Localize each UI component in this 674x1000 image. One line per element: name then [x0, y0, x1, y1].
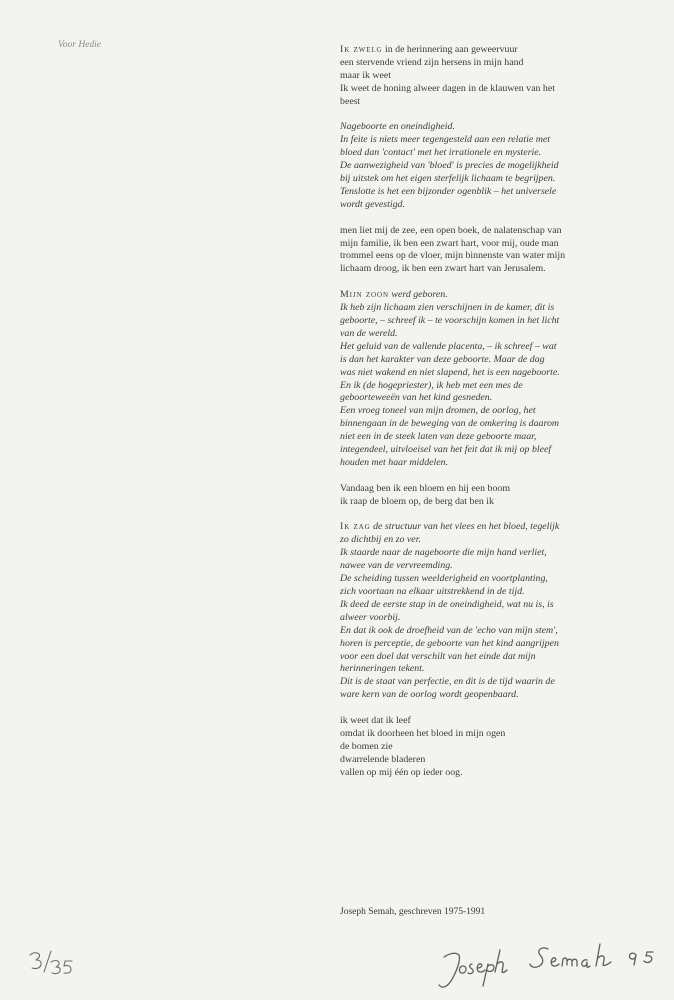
- poem-line: zich voortaan na elkaar uitstrekkend in de tijd.: [340, 585, 525, 597]
- poem-line: ik raap de bloem op, de berg dat ben ik: [340, 495, 494, 507]
- poem-line: geboorteweeën van het kind gesneden.: [340, 392, 493, 404]
- poem-body: [340, 44, 640, 792]
- poem-line: [340, 44, 640, 57]
- poem-line: was niet wakend en niet slapend, het is een nageboorte.: [340, 366, 560, 378]
- poem-line: binnengaan in de beweging van de omkering is daarom: [340, 418, 560, 430]
- poem-stanza: [340, 225, 640, 277]
- poem-stanza: [340, 121, 640, 211]
- poem-line: maar ik weet: [340, 69, 391, 81]
- poem-line: is dan het karakter van deze geboorte. Maar de dag: [340, 353, 545, 365]
- poem-line: dwarrelende bladeren: [340, 753, 426, 765]
- poem-line: [340, 289, 640, 302]
- poem-stanza: [340, 44, 640, 109]
- poem-line: Vandaag ben ik een bloem en hij een boom: [340, 482, 511, 494]
- stanza-lead-smallcaps: Ik zwelg: [340, 44, 383, 55]
- stanza-lead-rest: werd geboren.: [388, 289, 448, 301]
- poem-line: zo dichtbij en zo ver.: [340, 534, 421, 546]
- poem-line: niet een in de steek laten van deze geboorte maar,: [340, 431, 537, 443]
- poem-line: Ik staarde naar de nageboorte die mijn hand verliet,: [340, 547, 547, 559]
- poem-stanza: [340, 483, 640, 509]
- poem-stanza: [340, 715, 640, 780]
- poem-line: De aanwezigheid van 'bloed' is precies de mogelijkheid: [340, 160, 559, 172]
- poem-line: En ik (de hogepriester), ik heb met een mes de: [340, 379, 523, 391]
- poem-line: houden met haar middelen.: [340, 456, 449, 468]
- poem-line: men liet mij de zee, een open boek, de nalatenschap van: [340, 224, 562, 236]
- poem-line: herinneringen tekent.: [340, 663, 425, 675]
- stanza-lead-rest: de structuur van het vlees en het bloed, tegelijk: [370, 521, 560, 533]
- poem-line: trommel eens op de vloer, mijn binnenste van water mijn: [340, 250, 566, 262]
- stanza-lead-smallcaps: Ik zag: [340, 521, 371, 533]
- dedication: Voor Hedie: [58, 40, 102, 50]
- poem-line: omdat ik doorheen het bloed in mijn ogen: [340, 727, 506, 739]
- poem-line: alweer voorbij.: [340, 611, 401, 623]
- poem-stanza: [340, 521, 640, 702]
- poem-line: een stervende vriend zijn hersens in mijn hand: [340, 56, 524, 68]
- stanza-lead-smallcaps: Mijn zoon: [340, 289, 389, 301]
- poem-line: In feite is niets meer tegengesteld aan een relatie met: [340, 134, 550, 146]
- poem-line: bij uitstek om het eigen sterfelijk lichaam te begrijpen.: [340, 173, 556, 185]
- poem-line: Dit is de staat van perfectie, en dit is de tijd waarin de: [340, 676, 555, 688]
- poem-line: integendeel, uitvloeisel van het feit dat ik mij op bleef: [340, 444, 552, 456]
- poem-line: mijn familie, ik ben een zwart hart, voor mij, oude man: [340, 237, 559, 249]
- poem-line: Ik weet de honing alweer dagen in de klauwen van het: [340, 82, 555, 94]
- poem-line: voor een doel dat verschilt van het einde dat mijn: [340, 650, 536, 662]
- poem-line: Ik heb zijn lichaam zien verschijnen in de kamer, dit is: [340, 302, 555, 314]
- poem-line: Nageboorte en oneindigheid.: [340, 121, 455, 133]
- poem-line: beest: [340, 95, 361, 107]
- poem-line: bloed dan 'contact' met het irrationele en mysterie.: [340, 147, 542, 159]
- poem-line: van de wereld.: [340, 327, 398, 339]
- poem-line: nawee van de vervreemding.: [340, 560, 453, 572]
- poem-line: ware kern van de oorlog wordt geopenbaard.: [340, 689, 519, 701]
- poem-line: En dat ik ook de droefheid van de 'echo van mijn stem',: [340, 624, 558, 636]
- poem-line: de bomen zie: [340, 740, 393, 752]
- poem-line: ik weet dat ik leef: [340, 715, 411, 727]
- poem-stanza: [340, 289, 640, 470]
- poem-line: Het geluid van de vallende placenta, – ik schreef – wat: [340, 340, 557, 352]
- stanza-lead-rest: in de herinnering aan geweervuur: [382, 44, 518, 55]
- poem-line: Tenslotte is het een bijzonder ogenblik – het universele: [340, 185, 557, 197]
- poem-line: Een vroeg toneel van mijn dromen, de oorlog, het: [340, 405, 536, 417]
- poem-line: [340, 521, 640, 534]
- poem-line: De scheiding tussen weelderigheid en voortplanting,: [340, 573, 548, 585]
- author-credit: Joseph Semah, geschreven 1975-1991: [340, 907, 486, 917]
- poem-line: wordt gevestigd.: [340, 198, 405, 210]
- poem-line: horen is perceptie, de geboorte van het kind aangrijpen: [340, 637, 559, 649]
- poem-line: lichaam droog, ik ben een zwart hart van Jerusalem.: [340, 263, 546, 275]
- poem-line: Ik deed de eerste stap in de oneindigheid, wat nu is, is: [340, 598, 554, 610]
- poem-line: vallen op mij één op ieder oog.: [340, 766, 463, 778]
- poem-line: geboorte, – schreef ik – te voorschijn komen in het licht: [340, 314, 560, 326]
